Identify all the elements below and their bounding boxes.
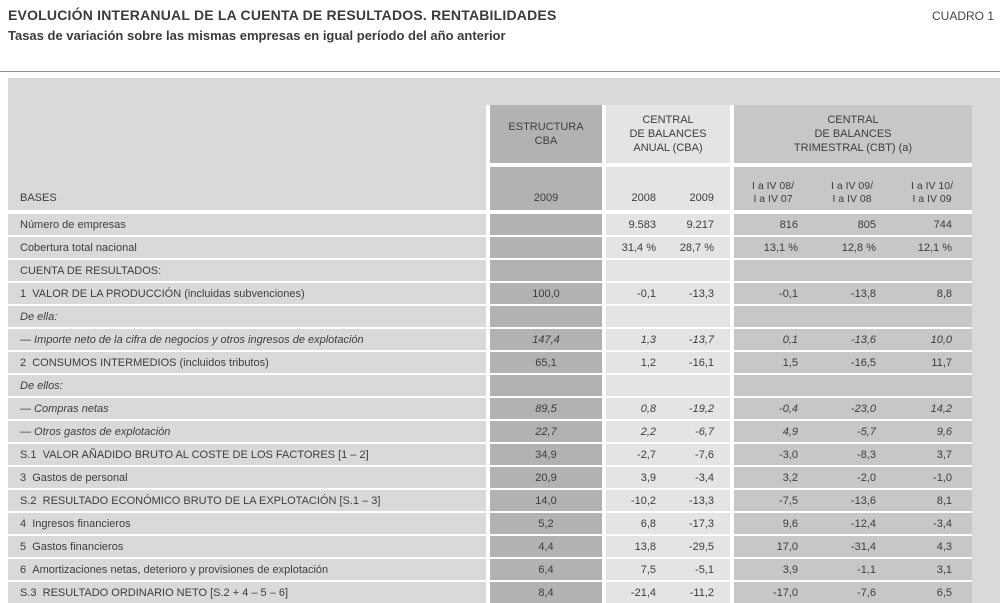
- subheader-cba-2008: 2008: [606, 167, 664, 210]
- row-label: — Importe neto de la cifra de negocios y otros ingresos de explotación: [8, 329, 486, 352]
- cell-cbt-3: 3,1: [892, 559, 972, 582]
- cell-cbt-3: 3,7: [892, 444, 972, 467]
- cell-estructura: [490, 237, 602, 260]
- subheader-cbt-1: I a IV 08/ I a IV 07: [734, 167, 812, 210]
- cell-cbt-1: 3,2: [734, 467, 812, 490]
- cell-estructura: [490, 214, 602, 237]
- cell-cba-2009: -19,2: [664, 398, 722, 421]
- cell-cbt-3: 6,5: [892, 582, 972, 603]
- cell-cbt-2: -13,6: [812, 490, 892, 513]
- cell-cbt-3: -3,4: [892, 513, 972, 536]
- cell-cbt-1: -17,0: [734, 582, 812, 603]
- cell-cbt-3: 9,6: [892, 421, 972, 444]
- bases-header-row: [8, 167, 1000, 210]
- cell-cba-2008: [606, 375, 664, 398]
- cell-cbt-1: -0,4: [734, 398, 812, 421]
- cell-cba-2009: -5,1: [664, 559, 722, 582]
- table-row: [8, 490, 1000, 513]
- cell-cbt-3: 744: [892, 214, 972, 237]
- cell-estructura: 5,2: [490, 513, 602, 536]
- cell-cba-2008: [606, 306, 664, 329]
- cell-cbt-2: -23,0: [812, 398, 892, 421]
- cell-cbt-2: [812, 260, 892, 283]
- row-label: 2 CONSUMOS INTERMEDIOS (incluidos tributos): [8, 352, 486, 375]
- table-row: [8, 559, 1000, 582]
- cell-cba-2009: [664, 306, 722, 329]
- cell-cba-2008: 3,9: [606, 467, 664, 490]
- bases-label: BASES: [8, 167, 486, 210]
- cell-cbt-1: -0,1: [734, 283, 812, 306]
- cell-cbt-1: 816: [734, 214, 812, 237]
- row-label: De ellos:: [8, 375, 486, 398]
- cell-cba-2008: 7,5: [606, 559, 664, 582]
- table-row: [8, 467, 1000, 490]
- cell-cbt-3: 4,3: [892, 536, 972, 559]
- table-row: [8, 283, 1000, 306]
- cell-estructura: [490, 306, 602, 329]
- cell-cbt-3: [892, 260, 972, 283]
- row-label: S.3 RESULTADO ORDINARIO NETO [S.2 + 4 – 5 – 6]: [8, 582, 486, 603]
- cell-cba-2008: 0,8: [606, 398, 664, 421]
- header-spacer: [8, 105, 486, 163]
- subheader-cbt-3: I a IV 10/ I a IV 09: [892, 167, 972, 210]
- cell-cbt-2: -16,5: [812, 352, 892, 375]
- cell-cba-2009: [664, 260, 722, 283]
- results-table: [8, 78, 1000, 603]
- cell-cbt-2: -7,6: [812, 582, 892, 603]
- cell-cba-2009: -13,3: [664, 283, 722, 306]
- cell-estructura: 20,9: [490, 467, 602, 490]
- cell-cbt-3: 8,8: [892, 283, 972, 306]
- table-row: [8, 260, 1000, 283]
- cell-estructura: 22,7: [490, 421, 602, 444]
- cell-cbt-1: 9,6: [734, 513, 812, 536]
- col-group-estructura-cba: ESTRUCTURA CBA: [490, 105, 602, 163]
- page-title: EVOLUCIÓN INTERANUAL DE LA CUENTA DE RESULTADOS. RENTABILIDADES: [8, 7, 557, 23]
- cell-cba-2008: 2,2: [606, 421, 664, 444]
- table-row: [8, 421, 1000, 444]
- cell-cbt-2: -13,6: [812, 329, 892, 352]
- cell-cbt-2: -31,4: [812, 536, 892, 559]
- table-row: [8, 536, 1000, 559]
- cell-estructura: [490, 375, 602, 398]
- cell-estructura: 34,9: [490, 444, 602, 467]
- row-label: 1 VALOR DE LA PRODUCCIÓN (incluidas subvenciones): [8, 283, 486, 306]
- cell-cba-2009: -6,7: [664, 421, 722, 444]
- cell-cba-2008: -21,4: [606, 582, 664, 603]
- table-row: [8, 237, 1000, 260]
- cell-cba-2009: -13,7: [664, 329, 722, 352]
- cell-cbt-2: -5,7: [812, 421, 892, 444]
- cell-cbt-3: 11,7: [892, 352, 972, 375]
- cell-cbt-3: 14,2: [892, 398, 972, 421]
- header-divider: [0, 71, 1000, 72]
- cell-cba-2008: -2,7: [606, 444, 664, 467]
- cell-cbt-2: -13,8: [812, 283, 892, 306]
- row-label: 4 Ingresos financieros: [8, 513, 486, 536]
- cell-cba-2009: [664, 375, 722, 398]
- cell-cbt-1: 17,0: [734, 536, 812, 559]
- cell-cbt-1: 4,9: [734, 421, 812, 444]
- cell-estructura: 100,0: [490, 283, 602, 306]
- row-label: 5 Gastos financieros: [8, 536, 486, 559]
- page-subtitle: Tasas de variación sobre las mismas empresas en igual período del año anterior: [8, 28, 506, 43]
- cell-estructura: 147,4: [490, 329, 602, 352]
- cell-cba-2009: -11,2: [664, 582, 722, 603]
- cell-cbt-2: [812, 375, 892, 398]
- table-top-strip: [8, 78, 1000, 105]
- cell-cba-2009: -16,1: [664, 352, 722, 375]
- table-row: [8, 306, 1000, 329]
- subheader-estructura-2009: 2009: [490, 167, 602, 210]
- table-body: [8, 214, 1000, 603]
- col-group-cbt: CENTRAL DE BALANCES TRIMESTRAL (CBT) (a): [734, 105, 972, 163]
- cell-cbt-2: 12,8 %: [812, 237, 892, 260]
- cell-cba-2008: [606, 260, 664, 283]
- table-row: [8, 375, 1000, 398]
- column-group-header-row: [8, 105, 1000, 163]
- cell-cba-2008: 1,2: [606, 352, 664, 375]
- cell-cba-2009: -7,6: [664, 444, 722, 467]
- subheader-cba-2009: 2009: [664, 167, 722, 210]
- cell-estructura: 4,4: [490, 536, 602, 559]
- cell-cba-2008: 9.583: [606, 214, 664, 237]
- cell-cba-2008: 31,4 %: [606, 237, 664, 260]
- row-label: — Compras netas: [8, 398, 486, 421]
- cell-cbt-3: 8,1: [892, 490, 972, 513]
- cell-cbt-2: 805: [812, 214, 892, 237]
- cell-cba-2009: -13,3: [664, 490, 722, 513]
- row-label: 3 Gastos de personal: [8, 467, 486, 490]
- cell-estructura: [490, 260, 602, 283]
- subheader-cbt-2: I a IV 09/ I a IV 08: [812, 167, 892, 210]
- col-group-cba: CENTRAL DE BALANCES ANUAL (CBA): [606, 105, 730, 163]
- table-row: [8, 513, 1000, 536]
- cell-cbt-2: -1,1: [812, 559, 892, 582]
- cell-estructura: 14,0: [490, 490, 602, 513]
- cell-cbt-3: [892, 375, 972, 398]
- cell-cbt-1: [734, 260, 812, 283]
- cell-cbt-1: 1,5: [734, 352, 812, 375]
- cell-cba-2008: 6,8: [606, 513, 664, 536]
- cell-estructura: 8,4: [490, 582, 602, 603]
- table-row: [8, 214, 1000, 237]
- row-label: 6 Amortizaciones netas, deterioro y provisiones de explotación: [8, 559, 486, 582]
- table-row: [8, 398, 1000, 421]
- cuadro-label: CUADRO 1: [931, 9, 994, 23]
- cell-cbt-1: -3,0: [734, 444, 812, 467]
- cell-cba-2009: 28,7 %: [664, 237, 722, 260]
- row-label: S.2 RESULTADO ECONÓMICO BRUTO DE LA EXPLOTACIÓN [S.1 – 3]: [8, 490, 486, 513]
- row-label: S.1 VALOR AÑADIDO BRUTO AL COSTE DE LOS FACTORES [1 – 2]: [8, 444, 486, 467]
- cell-cbt-2: -2,0: [812, 467, 892, 490]
- table-row: [8, 582, 1000, 603]
- table-row: [8, 329, 1000, 352]
- row-label: Cobertura total nacional: [8, 237, 486, 260]
- cell-cbt-1: 3,9: [734, 559, 812, 582]
- row-label: — Otros gastos de explotación: [8, 421, 486, 444]
- cell-cba-2008: 1,3: [606, 329, 664, 352]
- cell-cba-2009: -17,3: [664, 513, 722, 536]
- cell-estructura: 65,1: [490, 352, 602, 375]
- table-row: [8, 352, 1000, 375]
- row-label: De ella:: [8, 306, 486, 329]
- cell-cba-2009: 9.217: [664, 214, 722, 237]
- cell-cbt-2: -8,3: [812, 444, 892, 467]
- document-header: [8, 7, 890, 44]
- cell-estructura: 89,5: [490, 398, 602, 421]
- cell-cbt-3: 12,1 %: [892, 237, 972, 260]
- cell-cbt-1: 0,1: [734, 329, 812, 352]
- cell-cbt-3: -1,0: [892, 467, 972, 490]
- cell-cbt-1: 13,1 %: [734, 237, 812, 260]
- cell-cba-2008: -10,2: [606, 490, 664, 513]
- cell-cbt-1: [734, 306, 812, 329]
- cell-cbt-3: [892, 306, 972, 329]
- cell-cbt-1: -7,5: [734, 490, 812, 513]
- table-row: [8, 444, 1000, 467]
- cell-cbt-2: [812, 306, 892, 329]
- cell-cba-2008: 13,8: [606, 536, 664, 559]
- cell-cbt-2: -12,4: [812, 513, 892, 536]
- row-label: CUENTA DE RESULTADOS:: [8, 260, 486, 283]
- cell-estructura: 6,4: [490, 559, 602, 582]
- cell-cbt-1: [734, 375, 812, 398]
- cell-cba-2008: -0,1: [606, 283, 664, 306]
- cell-cba-2009: -3,4: [664, 467, 722, 490]
- row-label: Número de empresas: [8, 214, 486, 237]
- cell-cba-2009: -29,5: [664, 536, 722, 559]
- cell-cbt-3: 10,0: [892, 329, 972, 352]
